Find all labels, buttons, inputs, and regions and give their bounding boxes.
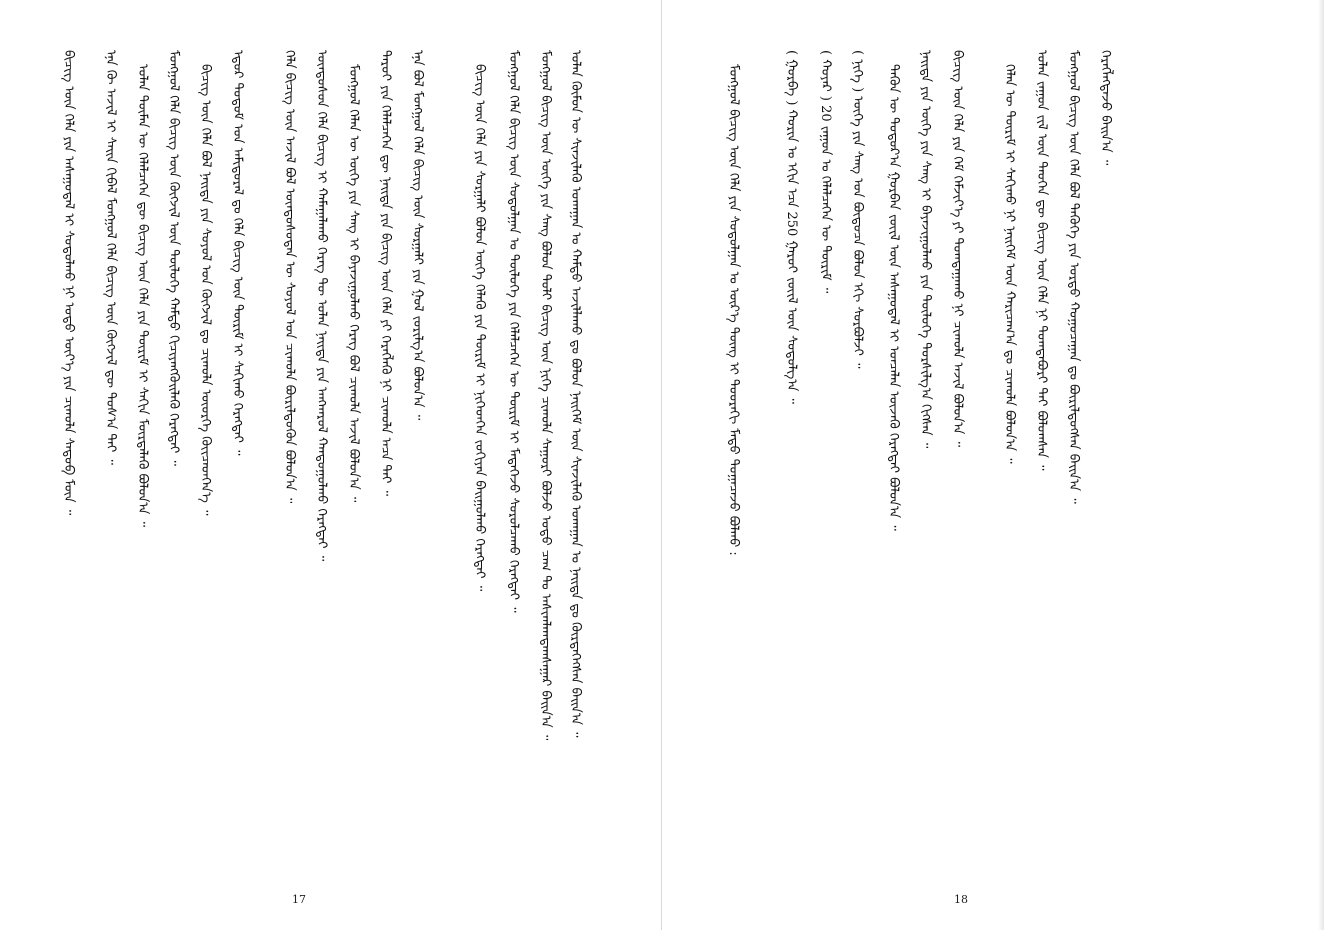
text-column: ( ᠨᠢᠭᠡ ) ᠦᠭᠡ ᠶᠢᠨ ᠰᠠᠩ ᠤᠨ ᠪᠦᠲᠦᠴᠡ ᠪᠣᠯᠤᠨ ᠡᠬᠢ ᠰᠤᠷᠪᠤᠯᠵᠢ ᠃ <box>850 50 865 369</box>
text-column: ᠬᠡᠷᠡᠭᠯᠡᠭᠳᠡᠵᠦ ᠪᠠᠢᠨ᠎ᠠ ᠃ <box>1098 50 1113 166</box>
text-column: ᠪᠢᠴᠢᠭ᠌ ᠦᠨ ᠬᠡᠯᠡ ᠪᠣᠯ ᠨᠡᠢᠲᠡ ᠶᠢᠨ ᠰᠣᠶᠣᠯ ᠤᠨ ᠬᠦᠭᠵᠢᠯ ᠳᠤ ᠴᠢᠬᠤᠯᠠ ᠦᠦᠷᠭᠡ ᠭᠦᠢᠴᠡᠳᠭᠡᠨ᠎ᠡ ᠃ <box>198 64 213 516</box>
text-column: ᠣᠯᠠᠨ ᠲᠦᠮᠡᠨ ᠦ ᠬᠡᠯᠡᠯᠴᠡᠭᠡᠨ ᠳᠦ ᠪᠢᠴᠢᠭ᠌ ᠦᠨ ᠬᠡᠯᠡ ᠶᠢᠨ ᠳᠦᠷᠢᠮ ᠢ ᠰᠠᠬᠢᠨ ᠮᠥᠷᠳᠡᠯᠡᠬᠦ ᠪᠣᠯᠤᠨ᠎ᠠ ᠃ <box>135 64 150 528</box>
text-column: ᠮᠣᠩᠭᠣᠯ ᠬᠡᠯᠡ ᠪᠢᠴᠢᠭ᠌ ᠦᠨ ᠰᠤᠳᠤᠯᠭᠠᠨ ᠤ ᠲᠦᠯᠦᠭᠡ ᠶᠢᠨ ᠬᠡᠯᠡᠯᠴᠡᠭᠡᠨ ᠦ ᠳᠦᠷᠢᠮ ᠢ ᠮᠡᠳᠡᠭᠡᠵᠦ ᠰᠤᠷᠤᠯᠴᠠᠬᠤ ᠬᠡᠷᠡᠭᠲᠡᠢ ᠃ <box>506 50 521 613</box>
text-column: ᠮᠣᠩᠭᠣᠯ ᠪᠢᠴᠢᠭ᠌ ᠦᠨ ᠦᠭᠡ ᠶᠢᠨ ᠰᠠᠩ ᠪᠣᠯᠤᠨ ᠲᠣᠯᠢ ᠪᠢᠴᠢᠭ ᠦᠨ ᠨᠢᠭᠡ ᠴᠢᠬᠤᠯᠠ ᠰᠠᠭᠤᠷᠢ ᠪᠣᠯᠵᠤ ᠣᠳᠣ ᠴᠠᠭ ᠲᠤ ᠠᠰᠢᠭᠯᠠᠭᠳᠠᠭᠰᠠᠭᠠᠷ ᠪᠠᠢᠨ᠎ᠠ ᠃ <box>538 50 553 741</box>
text-column: ᠮᠣᠩᠭᠣᠯ ᠪᠢᠴᠢᠭ᠌ ᠦᠨ ᠬᠡᠯᠡ ᠶᠢᠨ ᠰᠤᠳᠤᠯᠭᠠᠨ ᠤ ᠦᠷ᠎ᠡ ᠳᠦᠩ ᠢ ᠳᠣᠣᠷᠠᠬᠢ ᠮᠡᠲᠦ ᠲᠣᠭᠠᠴᠠᠵᠤ ᠪᠣᠯᠬᠤ : <box>726 64 741 556</box>
text-column: ᠲᠡᠭᠦᠨ ᠦ ᠳᠣᠲᠣᠷ᠎ᠠ ᠭᠤᠷᠪᠠᠨ ᠵᠦᠢᠯ ᠦᠨ ᠠᠰᠠᠭᠤᠳᠠᠯ ᠢ ᠣᠨᠴᠠᠯᠠᠨ ᠦᠵᠡᠬᠦ ᠬᠡᠷᠡᠭᠲᠡᠢ ᠪᠣᠯᠤᠨ᠎ᠠ ᠃ <box>886 64 901 531</box>
text-column: ᠬᠡᠯᠡᠨ ᠦ ᠳᠦᠷᠢᠮ ᠢ ᠰᠠᠬᠢᠬᠤ ᠨᠢ ᠨᠡᠢᠭᠡᠮ ᠦᠨ ᠬᠠᠷᠢᠴᠠᠭ᠎ᠠ ᠳᠤ ᠴᠢᠬᠤᠯᠠ ᠪᠣᠯᠤᠨ᠎ᠠ ᠃ <box>1002 64 1017 464</box>
right-page <box>662 0 1324 930</box>
text-column: ᠪᠢᠴᠢᠭ᠌ ᠦᠨ ᠬᠡᠯᠡ ᠶᠢᠨ ᠰᠤᠷᠭᠠᠯᠢ ᠪᠣᠯᠤᠨ ᠦᠭᠡ ᠬᠡᠯᠡᠬᠦ ᠶᠢᠨ ᠳᠦᠷᠢᠮ ᠢ ᠨᠢᠭᠡᠳᠭᠡᠨ ᠵᠣᠬᠢᠶᠠᠨ ᠪᠠᠢᠭᠤᠯᠬᠤ ᠬᠡᠷᠡᠭᠲᠡᠢ ᠃ <box>472 64 487 592</box>
page-number: 18 <box>954 893 968 906</box>
text-column: ᠳᠠᠷᠤᠢ ᠶᠢᠨ ᠬᠡᠯᠡᠯᠴᠡᠭᠡᠨ ᠳᠦ ᠨᠡᠢᠲᠡ ᠶᠢᠨ ᠪᠢᠴᠢᠭ᠌ ᠦᠨ ᠬᠡᠯᠡ ᠶᠢ ᠬᠡᠷᠡᠭᠯᠡᠬᠦ ᠨᠢ ᠴᠢᠬᠤᠯᠠ ᠠᠴᠠ ᠲᠠᠢ ᠃ <box>378 50 393 497</box>
text-column: ᠡᠳᠦᠷ ᠲᠤᠲᠤᠮ ᠤᠨ ᠠᠮᠢᠳᠤᠷᠠᠯ ᠳᠤ ᠬᠡᠯᠡ ᠪᠢᠴᠢᠭ᠌ ᠦᠨ ᠳᠦᠷᠢᠮ ᠢ ᠰᠠᠬᠢᠬᠤ ᠬᠡᠷᠡᠭᠲᠡᠢ ᠃ <box>230 50 245 456</box>
text-column: ᠪᠢᠴᠢᠭ᠌ ᠦᠨ ᠬᠡᠯᠡ ᠶᠢᠨ ᠠᠰᠠᠭᠤᠳᠠᠯ ᠢ ᠰᠤᠳᠤᠯᠬᠤ ᠨᠢ ᠣᠳᠣ ᠦᠶ᠎ᠡ ᠶᠢᠨ ᠴᠢᠬᠤᠯᠠ ᠰᠡᠳᠦᠪ ᠮᠥᠨ ᠃ <box>61 50 76 516</box>
text-column: ᠨᠡᠢᠲᠡ ᠶᠢᠨ ᠦᠭᠡ ᠶᠢᠨ ᠰᠠᠩ ᠢ ᠪᠠᠶᠠᠵᠢᠭᠤᠯᠬᠤ ᠶᠢᠨ ᠲᠥᠯᠦᠭᠡ ᠲᠤᠷᠰᠢᠯᠭ᠎ᠠ ᠬᠢᠭᠰᠡᠨ ᠃ <box>918 50 933 449</box>
text-column: ᠡᠨᠡ ᠬᠦ ᠠᠵᠢᠯ ᠢ ᠰᠠᠢᠨ ᠬᠢᠪᠡᠯ ᠮᠣᠩᠭᠣᠯ ᠬᠡᠯᠡ ᠪᠢᠴᠢᠭ ᠦᠨ ᠬᠦᠭᠵᠢᠯ ᠳᠦ ᠲᠤᠰ᠎ᠠ ᠲᠠᠢ ᠃ <box>103 50 118 465</box>
text-column: ᠮᠣᠩᠭᠣᠯ ᠪᠢᠴᠢᠭ᠌ ᠦᠨ ᠬᠡᠯᠡ ᠪᠣᠯ ᠲᠡᠭᠦᠬᠡ ᠶᠢᠨ ᠤᠷᠲᠤ ᠬᠤᠭᠤᠴᠠᠭᠠᠨ ᠳᠤ ᠪᠦᠷᠢᠯᠳᠦᠭᠰᠡᠨ ᠪᠠᠢᠨ᠎ᠠ ᠃ <box>1066 50 1081 504</box>
text-column: ᠣᠯᠠᠨ ᠵᠠᠭᠤᠨ ᠵᠢᠯ ᠦᠨ ᠲᠡᠦᠬᠡᠨ ᠳᠦ ᠪᠢᠴᠢᠭ᠌ ᠦᠨ ᠬᠡᠯᠡ ᠨᠢ ᠲᠣᠭᠲᠠᠪᠤᠷᠢ ᠲᠠᠢ ᠪᠣᠯᠤᠭᠰᠠᠨ ᠃ <box>1034 50 1049 471</box>
text-column: ᠣᠯᠠᠨ ᠬᠦᠮᠦᠨ ᠦ ᠰᠢᠨᠵᠢᠯᠡᠬᠦ ᠤᠬᠠᠭᠠᠨ ᠤ ᠬᠠᠮᠲᠤ ᠠᠵᠢᠯᠯᠠᠬᠤ ᠳᠤ ᠪᠣᠯᠤᠨ ᠨᠡᠢᠭᠡᠮ ᠦᠨ ᠰᠢᠨᠵᠢᠯᠡᠬᠦ ᠤᠬᠠᠭᠠᠨ ᠤ ᠨᠡᠢᠲᠡ ᠳᠤ ᠬᠦᠷᠲᠡᠭᠡᠭᠰᠡᠨ ᠪᠠᠢᠨ᠎ᠠ ᠃ <box>568 50 583 738</box>
text-column: ᠡᠨᠡ ᠪᠣᠯ ᠮᠣᠩᠭᠣᠯ ᠬᠡᠯᠡ ᠪᠢᠴᠢᠭ᠌ ᠦᠨ ᠰᠤᠷᠭᠠᠯᠢ ᠶᠢᠨ ᠭᠣᠯ ᠵᠣᠷᠢᠯᠭ᠎ᠠ ᠪᠣᠯᠤᠨ᠎ᠠ ᠃ <box>410 50 425 421</box>
text-column: ᠦᠨᠳᠦᠰᠦᠨ ᠬᠡᠯᠡ ᠪᠢᠴᠢᠭ᠌ ᠢ ᠬᠠᠮᠠᠭᠠᠯᠠᠬᠤ ᠬᠡᠷᠡᠭ ᠲᠦ ᠣᠯᠠᠨ ᠨᠡᠢᠲᠡ ᠶᠢᠨ ᠠᠩᠬᠠᠷᠤᠯ ᠬᠠᠨᠳᠤᠭᠤᠯᠬᠤ ᠬᠡᠷᠡᠭᠲᠡᠢ ᠃ <box>314 50 329 562</box>
text-column: ( ᠭᠤᠷᠪᠠ ) ᠬᠣᠷᠢᠨ ᠤ ᠡᠬᠢᠨ ᠡᠴᠡ 250 ᠭᠠᠷᠤᠢ ᠵᠦᠢᠯ ᠦᠨ ᠰᠤᠳᠤᠯᠭ᠎ᠠ ᠃ <box>784 50 799 404</box>
text-column: ᠬᠡᠯᠡ ᠪᠢᠴᠢᠭ᠌ ᠦᠨ ᠠᠵᠢᠯ ᠪᠣᠯ ᠦᠨᠳᠦᠰᠦᠲᠡᠨ ᠦ ᠰᠣᠶᠣᠯ ᠤᠨ ᠴᠢᠬᠤᠯᠠ ᠪᠦᠷᠢᠯᠳᠦᠬᠦᠨ ᠪᠣᠯᠤᠨ᠎ᠠ ᠃ <box>282 50 297 504</box>
page-edge <box>1318 0 1324 930</box>
text-column: ( ᠬᠣᠶᠠᠷ ) 20 ᠵᠠᠭᠤᠨ ᠤ ᠬᠡᠯᠡᠯᠴᠡᠭᠡᠨ ᠦ ᠳᠦᠷᠢᠮ ᠃ <box>818 50 833 294</box>
text-column: ᠪᠢᠴᠢᠭ᠌ ᠦᠨ ᠬᠡᠯᠡ ᠶᠢᠨ ᠬᠡᠮ ᠬᠡᠮᠵᠢᠶ᠎ᠡ ᠶᠢ ᠲᠣᠭᠲᠠᠭᠠᠬᠤ ᠨᠢ ᠴᠢᠬᠤᠯᠠ ᠠᠵᠢᠯ ᠪᠣᠯᠤᠨ᠎ᠠ ᠃ <box>950 50 965 448</box>
text-column: ᠮᠣᠩᠭᠣᠯ ᠬᠡᠯᠡᠨ ᠦ ᠦᠭᠡ ᠶᠢᠨ ᠰᠠᠩ ᠢ ᠪᠠᠶᠠᠵᠢᠭᠤᠯᠬᠤ ᠬᠡᠷᠡᠭ ᠪᠣᠯ ᠴᠢᠬᠤᠯᠠ ᠠᠵᠢᠯ ᠪᠣᠯᠤᠨ᠎ᠠ ᠃ <box>346 64 361 503</box>
page-number: 17 <box>292 893 306 906</box>
text-column: ᠮᠣᠩᠭᠣᠯ ᠬᠡᠯᠡ ᠪᠢᠴᠢᠭ᠌ ᠦᠨ ᠬᠦᠭᠵᠢᠯ ᠦᠨ ᠲᠦᠯᠦᠭᠡ ᠬᠠᠮᠲᠤ ᠬᠢᠴᠢᠶᠡᠩᠭᠦᠢᠯᠡᠬᠦ ᠬᠡᠷᠡᠭᠲᠡᠢ ᠃ <box>166 50 181 466</box>
